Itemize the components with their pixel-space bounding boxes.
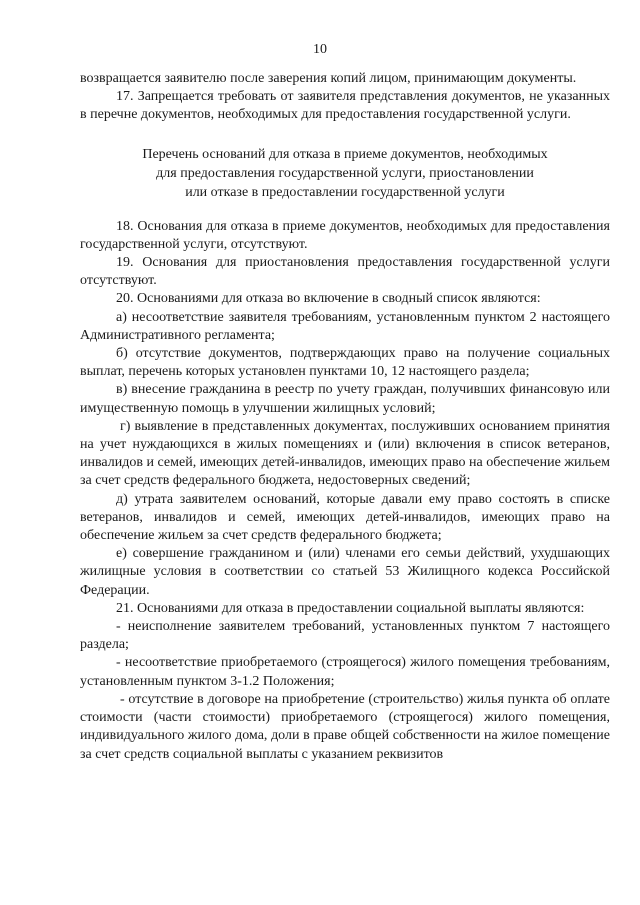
list-item: - неисполнение заявителем требований, установленных пунктом 7 настоящего раздела; — [80, 619, 610, 653]
document-body — [80, 70, 610, 764]
list-item: е) совершение гражданином и (или) членами его семьи действий, ухудшающих жилищные условия в соответствии со статьей 53 Жилищного кодекса Российской Федерации. — [80, 546, 610, 598]
list-item: б) отсутствие документов, подтверждающих право на получение социальных выплат, перечень которых установлен пунктами 10, 12 настоящего раздела; — [80, 346, 610, 380]
page-number: 10 — [313, 42, 327, 57]
paragraph: возвращается заявителю после заверения копий лицом, принимающим документы. — [80, 71, 577, 86]
heading-line: для предоставления государственной услуги, приостановлении — [156, 165, 534, 181]
list-item: а) несоответствие заявителя требованиям, установленным пунктом 2 настоящего Административного регламента; — [80, 309, 610, 343]
list-item: д) утрата заявителем оснований, которые давали ему право состоять в списке ветеранов, инвалидов и семей, имеющих детей-инвалидов, имеющих право на обеспечение жильем за счет средств федерального бюджета; — [80, 491, 610, 544]
list-item: г) выявление в представленных документах, послуживших основанием принятия на учет нуждающихся в жилых помещениях и (или) включения в список ветеранов, инвалидов и семей, имеющих детей-инвалидов, имеющих право на обеспечение жильем за счет средств федерального бюджета, недостоверных сведений; — [80, 418, 610, 489]
paragraph: 20. Основаниями для отказа во включение в сводный список являются: — [116, 291, 541, 307]
paragraph: 17. Запрещается требовать от заявителя представления документов, не указанных в перечне документов, необходимых для предоставления государственной услуги. — [80, 89, 610, 123]
list-item: - отсутствие в договоре на приобретение (строительство) жилья пункта об оплате стоимости (части стоимости) приобретаемого (строящегося) жилого помещения, индивидуального жилого дома, доли в праве общей собственности на жилое помещение за счет средств социальной выплаты с указанием реквизитов — [80, 691, 610, 762]
list-item: в) внесение гражданина в реестр по учету граждан, получивших финансовую или имущественную помощь в улучшении жилищных условий; — [80, 382, 610, 416]
list-item: - несоответствие приобретаемого (строящегося) жилого помещения требованиям, установленным пунктом 3-1.2 Положения; — [80, 655, 610, 689]
paragraph: 18. Основания для отказа в приеме документов, необходимых для предоставления государственной услуги, отсутствуют. — [80, 218, 610, 252]
section-heading — [80, 145, 610, 202]
paragraph: 21. Основаниями для отказа в предоставлении социальной выплаты являются: — [116, 600, 585, 616]
heading-line: Перечень оснований для отказа в приеме документов, необходимых — [142, 146, 548, 162]
heading-line: или отказе в предоставлении государственной услуги — [185, 184, 505, 200]
paragraph: 19. Основания для приостановления предоставления государственной услуги отсутствуют. — [80, 255, 610, 289]
